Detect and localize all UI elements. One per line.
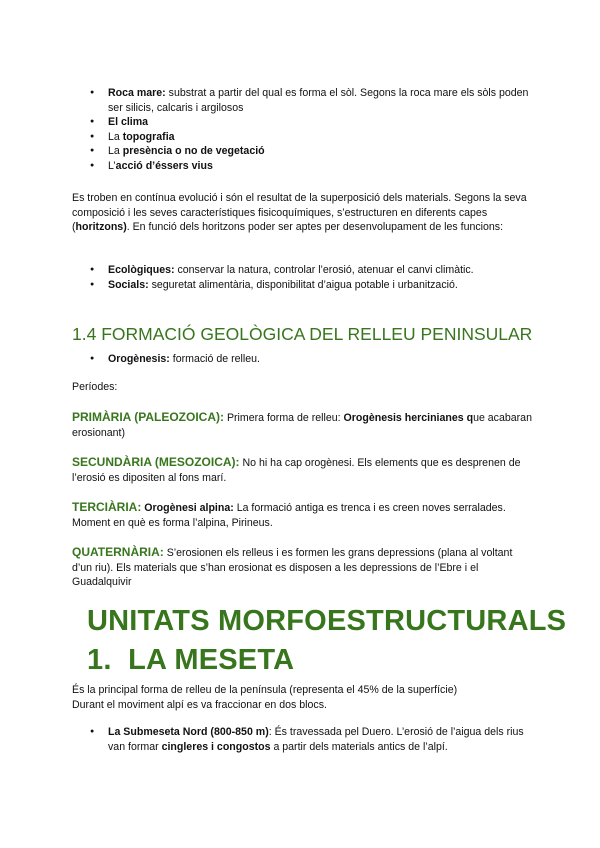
list-item: ● La Submeseta Nord (800-850 m): És travessada pel Duero. L’erosió de l’aigua dels rius van formar cingleres i congostos a partir dels materials antics de l’alpí.: [72, 725, 532, 754]
list-item: ● Ecològiques: conservar la natura, controlar l’erosió, atenuar el canvi climàtic.: [72, 263, 532, 278]
functions-list: [72, 263, 532, 292]
big-title: UNITATS MORFOESTRUCTURALS: [87, 605, 567, 637]
list-item: ● La topografia: [72, 130, 532, 145]
period-label: PRIMÀRIA (PALEOZOICA):: [72, 410, 224, 424]
section-heading: 1.4 FORMACIÓ GEOLÒGICA DEL RELLEU PENINSULAR: [72, 324, 533, 344]
orogenesis-list: [72, 352, 532, 367]
evolution-paragraph: Es troben en contínua evolució i són el resultat de la superposició dels materials. Segons la seva composició i les seves característiques fisicoquímiques, s’estructuren en diferents capes (horitzons). En funció dels horitzons poder ser aptes per desenvolupament de les funcions:: [72, 192, 527, 234]
list-item: ● El clima: [72, 115, 532, 130]
list-item: ● La presència o no de vegetació: [72, 144, 532, 159]
period-terciaria: TERCIÀRIA: Orogènesi alpina: La formació antiga es trenca i es creen noves serralades. Moment en què es forma l’alpina, Pirineus.: [72, 500, 506, 529]
subtitle: 1. LA MESETA: [87, 644, 295, 676]
period-label: TERCIÀRIA:: [72, 500, 142, 514]
list-item: ● Socials: seguretat alimentària, disponibilitat d’aigua potable i urbanització.: [72, 278, 532, 293]
period-label: SECUNDÀRIA (MESOZOICA):: [72, 455, 240, 469]
meseta-intro: És la principal forma de relleu de la península (representa el 45% de la superfície) Durant el moviment alpí es va fraccionar en dos blocs.: [72, 684, 458, 711]
periods-label: Períodes:: [72, 381, 118, 393]
period-secundaria: SECUNDÀRIA (MESOZOICA): No hi ha cap orogènesi. Els elements que es desprenen de l’erosió es dipositen al fons marí.: [72, 455, 521, 484]
soil-factors-list: [72, 86, 532, 174]
list-item: ● Orogènesis: formació de relleu.: [72, 352, 532, 367]
list-item: ● L’acció d’éssers vius: [72, 159, 532, 174]
period-primaria: PRIMÀRIA (PALEOZOICA): Primera forma de relleu: Orogènesis hercinianes que acabaran erosionant): [72, 410, 532, 439]
period-quaternaria: QUATERNÀRIA: S’erosionen els relleus i es formen les grans depressions (plana al voltant d’un riu). Els materials que s’han erosionat es disposen a les depressions de l’Ebre i el Guadalquivir: [72, 545, 513, 589]
meseta-list: [72, 725, 532, 754]
list-item: ● Roca mare: substrat a partir del qual es forma el sòl. Segons la roca mare els sòls poden ser silicis, calcaris i argilosos: [72, 86, 532, 115]
period-label: QUATERNÀRIA:: [72, 545, 164, 559]
